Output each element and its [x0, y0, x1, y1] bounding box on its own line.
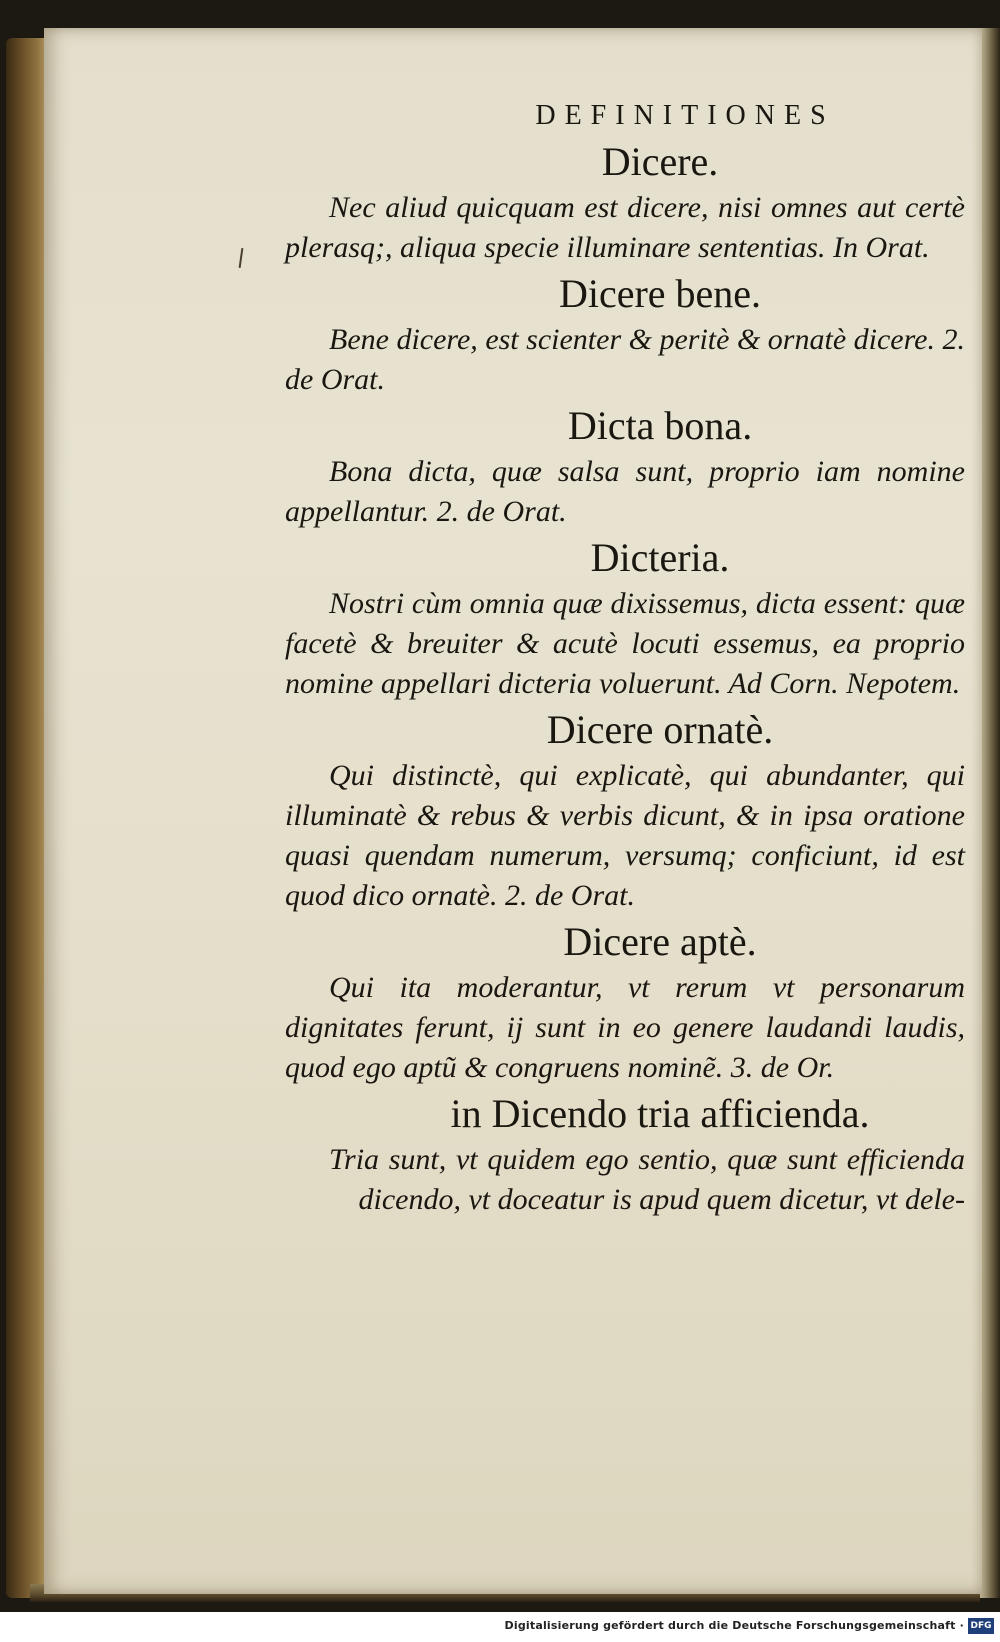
entry-lemma: Dicere bene. [558, 271, 762, 316]
entry-definition: Tria sunt, vt quidem ego sentio, quæ sunt efficienda dicendo, vt doceatur is apud quem dicetur, vt dele- [329, 1143, 965, 1216]
running-head: DEFINITIONES [535, 100, 835, 131]
entry-lemma: Dicere aptè. [563, 919, 757, 964]
entry-definition: Bona dicta, quæ salsa sunt, proprio iam nomine appellantur. 2. de Orat. [285, 455, 965, 528]
entry-lemma: Dicta bona. [567, 403, 753, 448]
entry-lemma: Dicteria. [590, 535, 730, 580]
entry-lemma: in Dicendo tria afficienda. [450, 1091, 870, 1136]
page-text-block [285, 96, 965, 1220]
book-page-edges-left [6, 38, 48, 1598]
entry-definition: Qui distinctè, qui explicatè, qui abundanter, qui illuminatè & rebus & verbis dicunt, & in ipsa oratione quasi quendam numerum, versumq; conficiunt, id est quod dico ornatè. 2. de Orat. [285, 759, 965, 912]
entry-definition: Qui ita moderantur, vt rerum vt personarum dignitates ferunt, ij sunt in eo genere laudandi laudis, quod ego aptũ & congruens nominẽ. 3. de Or. [285, 971, 965, 1084]
entry-definition: Nostri cùm omnia quæ dixissemus, dicta essent: quæ facetè & breuiter & acutè locuti essemus, ea proprio nomine appellari dicteria voluerunt. Ad Corn. Nepotem. [285, 587, 965, 700]
dfg-logo-icon: DFG [968, 1618, 994, 1634]
entry-lemma: Dicere. [601, 139, 719, 184]
entry-definition: Bene dicere, est scienter & peritè & ornatè dicere. 2. de Orat. [285, 323, 965, 396]
entry-lemma: Dicere ornatè. [546, 707, 774, 752]
entry-definition: Nec aliud quicquam est dicere, nisi omnes aut certè plerasq;, aliqua specie illuminare sententias. In Orat. [285, 191, 965, 264]
digitization-credit: Digitalisierung gefördert durch die Deutsche Forschungsgemeinschaft · [504, 1619, 964, 1632]
